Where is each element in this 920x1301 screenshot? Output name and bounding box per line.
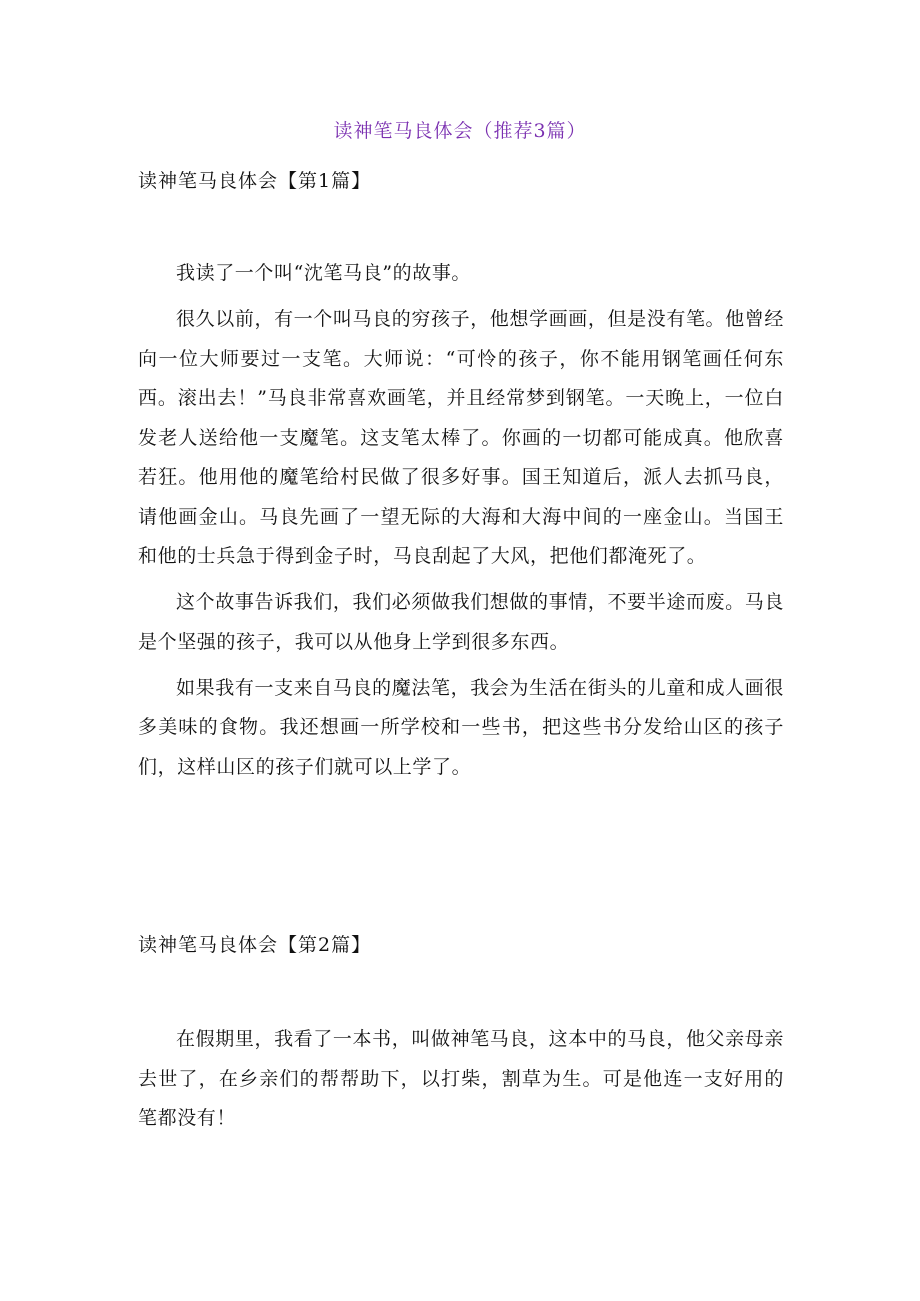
section-body-1 (138, 254, 784, 787)
paragraph: 很久以前，有一个叫马良的穷孩子，他想学画画，但是没有笔。他曾经向一位大师要过一支笔。大师说：“可怜的孩子，你不能用钢笔画任何东西。滚出去！”马良非常喜欢画笔，并且经常梦到钢笔。一天晚上，一位白发老人送给他一支魔笔。这支笔太棒了。你画的一切都可能成真。他欣喜若狂。他用他的魔笔给村民做了很多好事。国王知道后，派人去抓马良，请他画金山。马良先画了一望无际的大海和大海中间的一座金山。当国王和他的士兵急于得到金子时，马良刮起了大风，把他们都淹死了。 (138, 308, 784, 567)
section-body-2 (138, 1020, 784, 1139)
section-heading-2: 读神笔马良体会【第2篇】 (138, 934, 372, 956)
paragraph: 这个故事告诉我们，我们必须做我们想做的事情，不要半途而废。马良是个坚强的孩子，我可以从他身上学到很多东西。 (138, 591, 784, 653)
paragraph: 在假期里，我看了一本书，叫做神笔马良，这本中的马良，他父亲母亲去世了，在乡亲们的帮帮助下，以打柴，割草为生。可是他连一支好用的笔都没有！ (138, 1028, 784, 1129)
paragraph: 如果我有一支来自马良的魔法笔，我会为生活在街头的儿童和成人画很多美味的食物。我还想画一所学校和一些书，把这些书分发给山区的孩子们，这样山区的孩子们就可以上学了。 (138, 676, 784, 778)
document-title: 读神笔马良体会（推荐3篇） (333, 120, 587, 142)
section-heading-1: 读神笔马良体会【第1篇】 (138, 170, 372, 192)
paragraph: 我读了一个叫“沈笔马良”的故事。 (176, 262, 472, 284)
